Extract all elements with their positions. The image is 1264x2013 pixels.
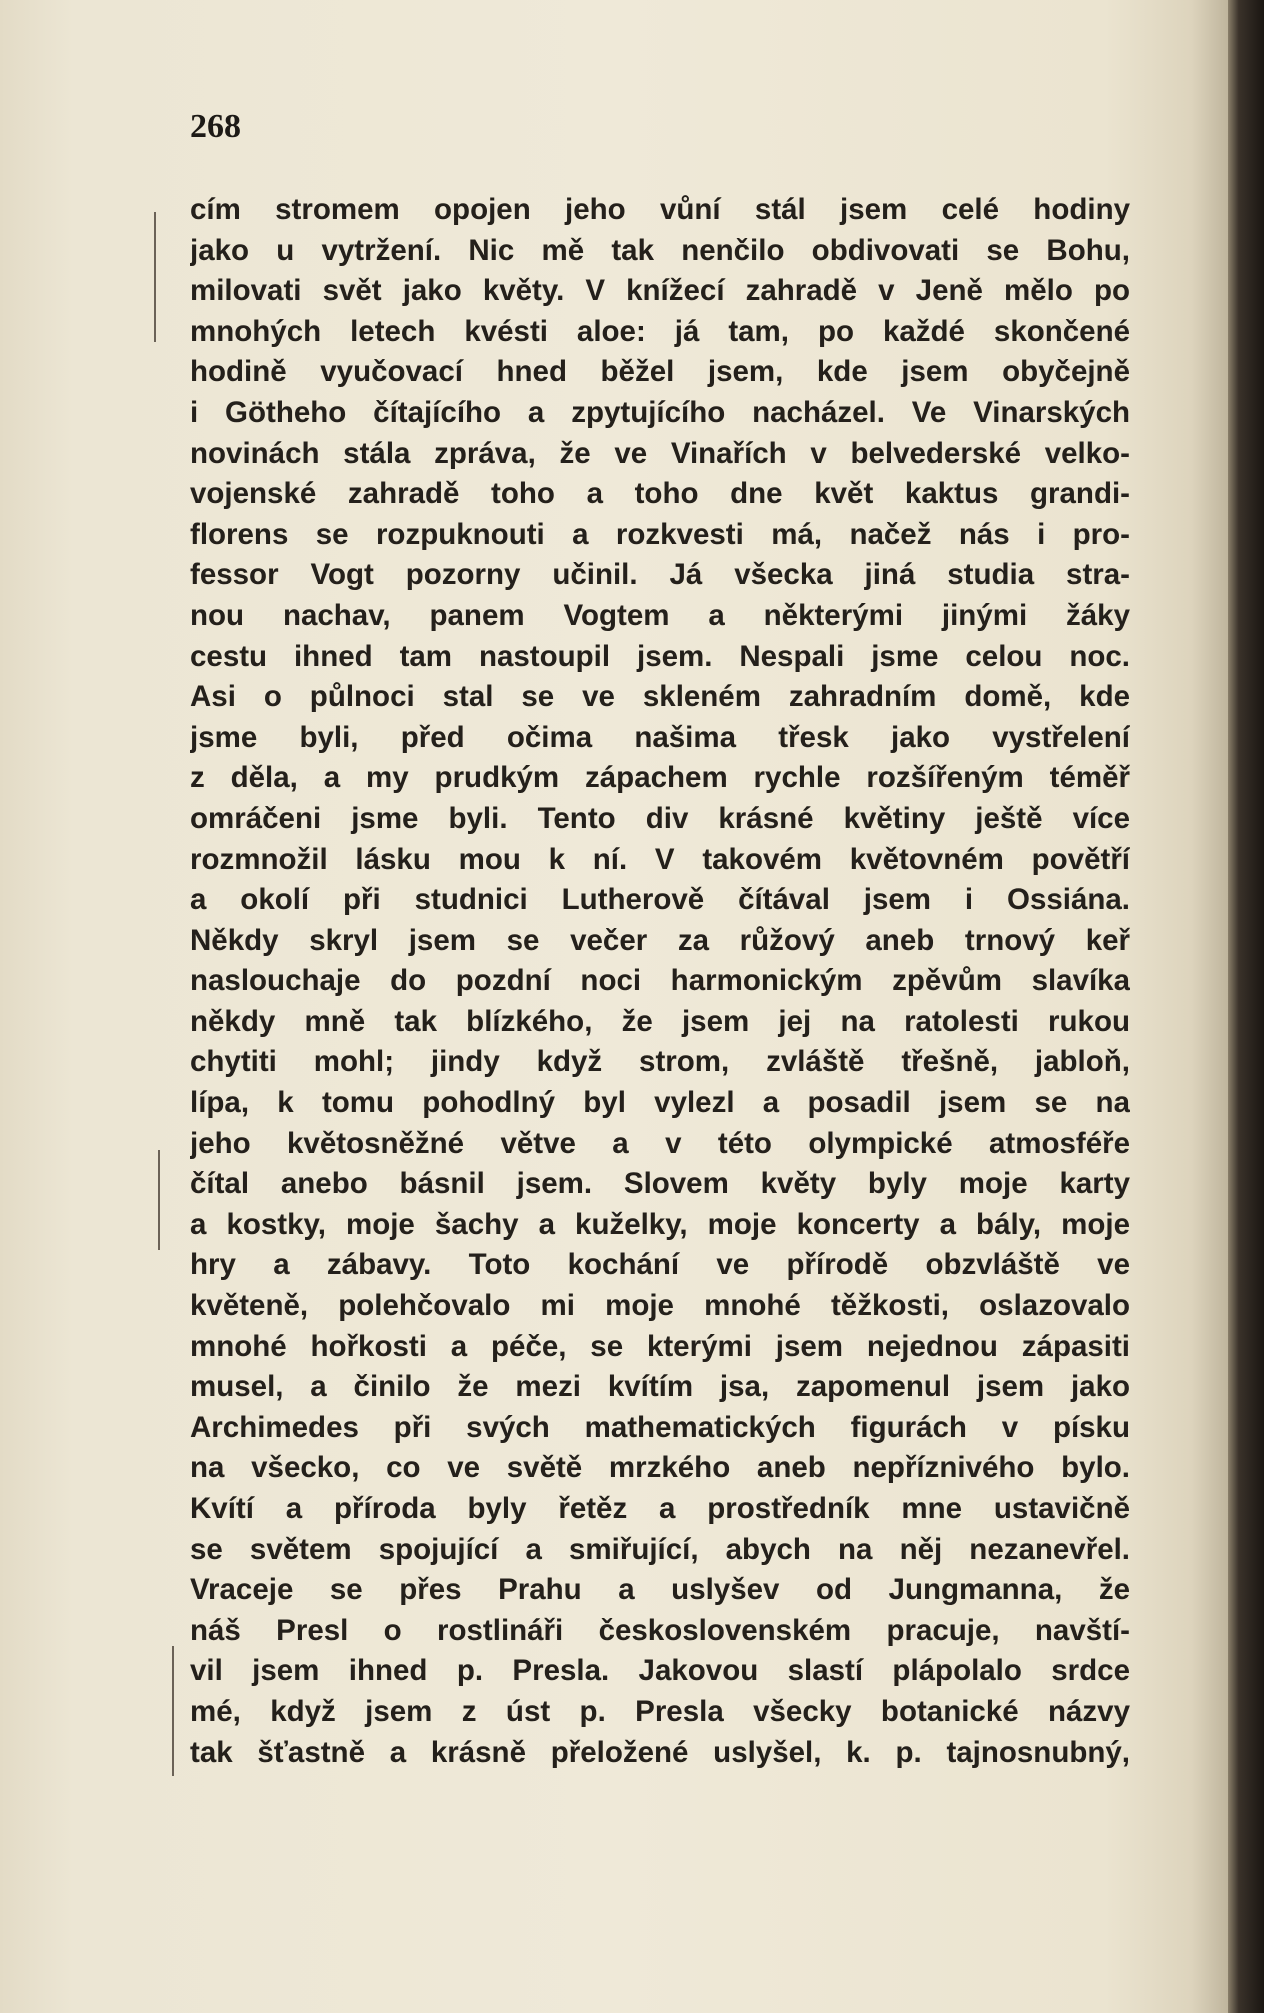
text-line: florens se rozpuknouti a rozkvesti má, načež nás i pro- (190, 517, 1130, 551)
text-line: se světem spojující a smiřující, abych na něj nezanevřel. (190, 1532, 1130, 1566)
margin-pencil-mark-bottom (172, 1646, 174, 1776)
text-line: květeně, polehčovalo mi moje mnohé těžkosti, oslazovalo (190, 1289, 1130, 1323)
text-line: jako u vytržení. Nic mě tak nenčilo obdivovati se Bohu, (190, 233, 1130, 267)
text-line: a okolí při studnici Lutherově čítával jsem i Ossiána. (190, 883, 1130, 917)
text-line: novinách stála zpráva, že ve Vinařích v belvederské velko- (190, 436, 1130, 470)
page-number: 268 (190, 108, 241, 145)
text-line: tak šťastně a krásně přeložené uslyšel, k. p. tajnosnubný, (190, 1735, 1130, 1769)
text-line: jsme byli, před očima našima třesk jako vystřelení (190, 720, 1130, 754)
text-line: Kvítí a příroda byly řetěz a prostředník mne ustavičně (190, 1492, 1130, 1525)
text-line: cestu ihned tam nastoupil jsem. Nespali jsme celou noc. (190, 639, 1130, 673)
text-line: chytiti mohl; jindy když strom, zvláště třešně, jabloň, (190, 1045, 1130, 1079)
text-line: omráčeni jsme byli. Tento div krásné květiny ještě více (190, 801, 1130, 835)
text-line: Archimedes při svých mathematických figurách v písku (190, 1410, 1130, 1444)
text-line: mnohých letech kvésti aloe: já tam, po každé skončené (190, 314, 1130, 348)
text-line: Někdy skryl jsem se večer za růžový aneb trnový keř (190, 923, 1130, 957)
text-line: naslouchaje do pozdní noci harmonickým zpěvům slavíka (190, 964, 1130, 998)
book-spine-edge (1228, 0, 1264, 2013)
text-line: hodině vyučovací hned běžel jsem, kde jsem obyčejně (190, 355, 1130, 389)
text-line: vojenské zahradě toho a toho dne květ kaktus grandi- (190, 477, 1130, 511)
text-line: cím stromem opojen jeho vůní stál jsem celé hodiny (190, 193, 1130, 226)
text-line: i Götheho čítajícího a zpytujícího nacházel. Ve Vinarských (190, 395, 1130, 429)
text-line: čítal anebo básnil jsem. Slovem květy byly moje karty (190, 1167, 1130, 1201)
text-line: mnohé hořkosti a péče, se kterými jsem nejednou zápasiti (190, 1329, 1130, 1363)
text-line: jeho květosněžné větve a v této olympické atmosféře (190, 1126, 1130, 1160)
text-line: Asi o půlnoci stal se ve skleném zahradním domě, kde (190, 680, 1130, 714)
text-line: někdy mně tak blízkého, že jsem jej na ratolesti rukou (190, 1004, 1130, 1038)
margin-pencil-mark-top (154, 212, 156, 342)
text-line: lípa, k tomu pohodlný byl vylezl a posadil jsem se na (190, 1086, 1130, 1120)
text-line: náš Presl o rostlináři československém pracuje, navští- (190, 1613, 1130, 1647)
text-line: na všecko, co ve světě mrzkého aneb nepříznivého bylo. (190, 1451, 1130, 1485)
text-line: mé, když jsem z úst p. Presla všecky botanické názvy (190, 1694, 1130, 1728)
text-line: a kostky, moje šachy a kuželky, moje koncerty a bály, moje (190, 1207, 1130, 1241)
text-line: nou nachav, panem Vogtem a některými jinými žáky (190, 598, 1130, 632)
text-line: milovati svět jako květy. V knížecí zahradě v Jeně mělo po (190, 274, 1130, 308)
text-line: hry a zábavy. Toto kochání ve přírodě obzvláště ve (190, 1248, 1130, 1282)
text-line: Vraceje se přes Prahu a uslyšev od Jungmanna, že (190, 1573, 1130, 1607)
text-line: rozmnožil lásku mou k ní. V takovém květovném povětří (190, 842, 1130, 876)
body-text (190, 190, 1130, 1773)
margin-pencil-mark-middle (158, 1150, 160, 1250)
text-line: fessor Vogt pozorny učinil. Já všecka jiná studia stra- (190, 558, 1130, 592)
text-line: musel, a činilo že mezi kvítím jsa, zapomenul jsem jako (190, 1370, 1130, 1404)
text-line: vil jsem ihned p. Presla. Jakovou slastí plápolalo srdce (190, 1654, 1130, 1688)
text-line: z děla, a my prudkým zápachem rychle rozšířeným téměř (190, 761, 1130, 795)
